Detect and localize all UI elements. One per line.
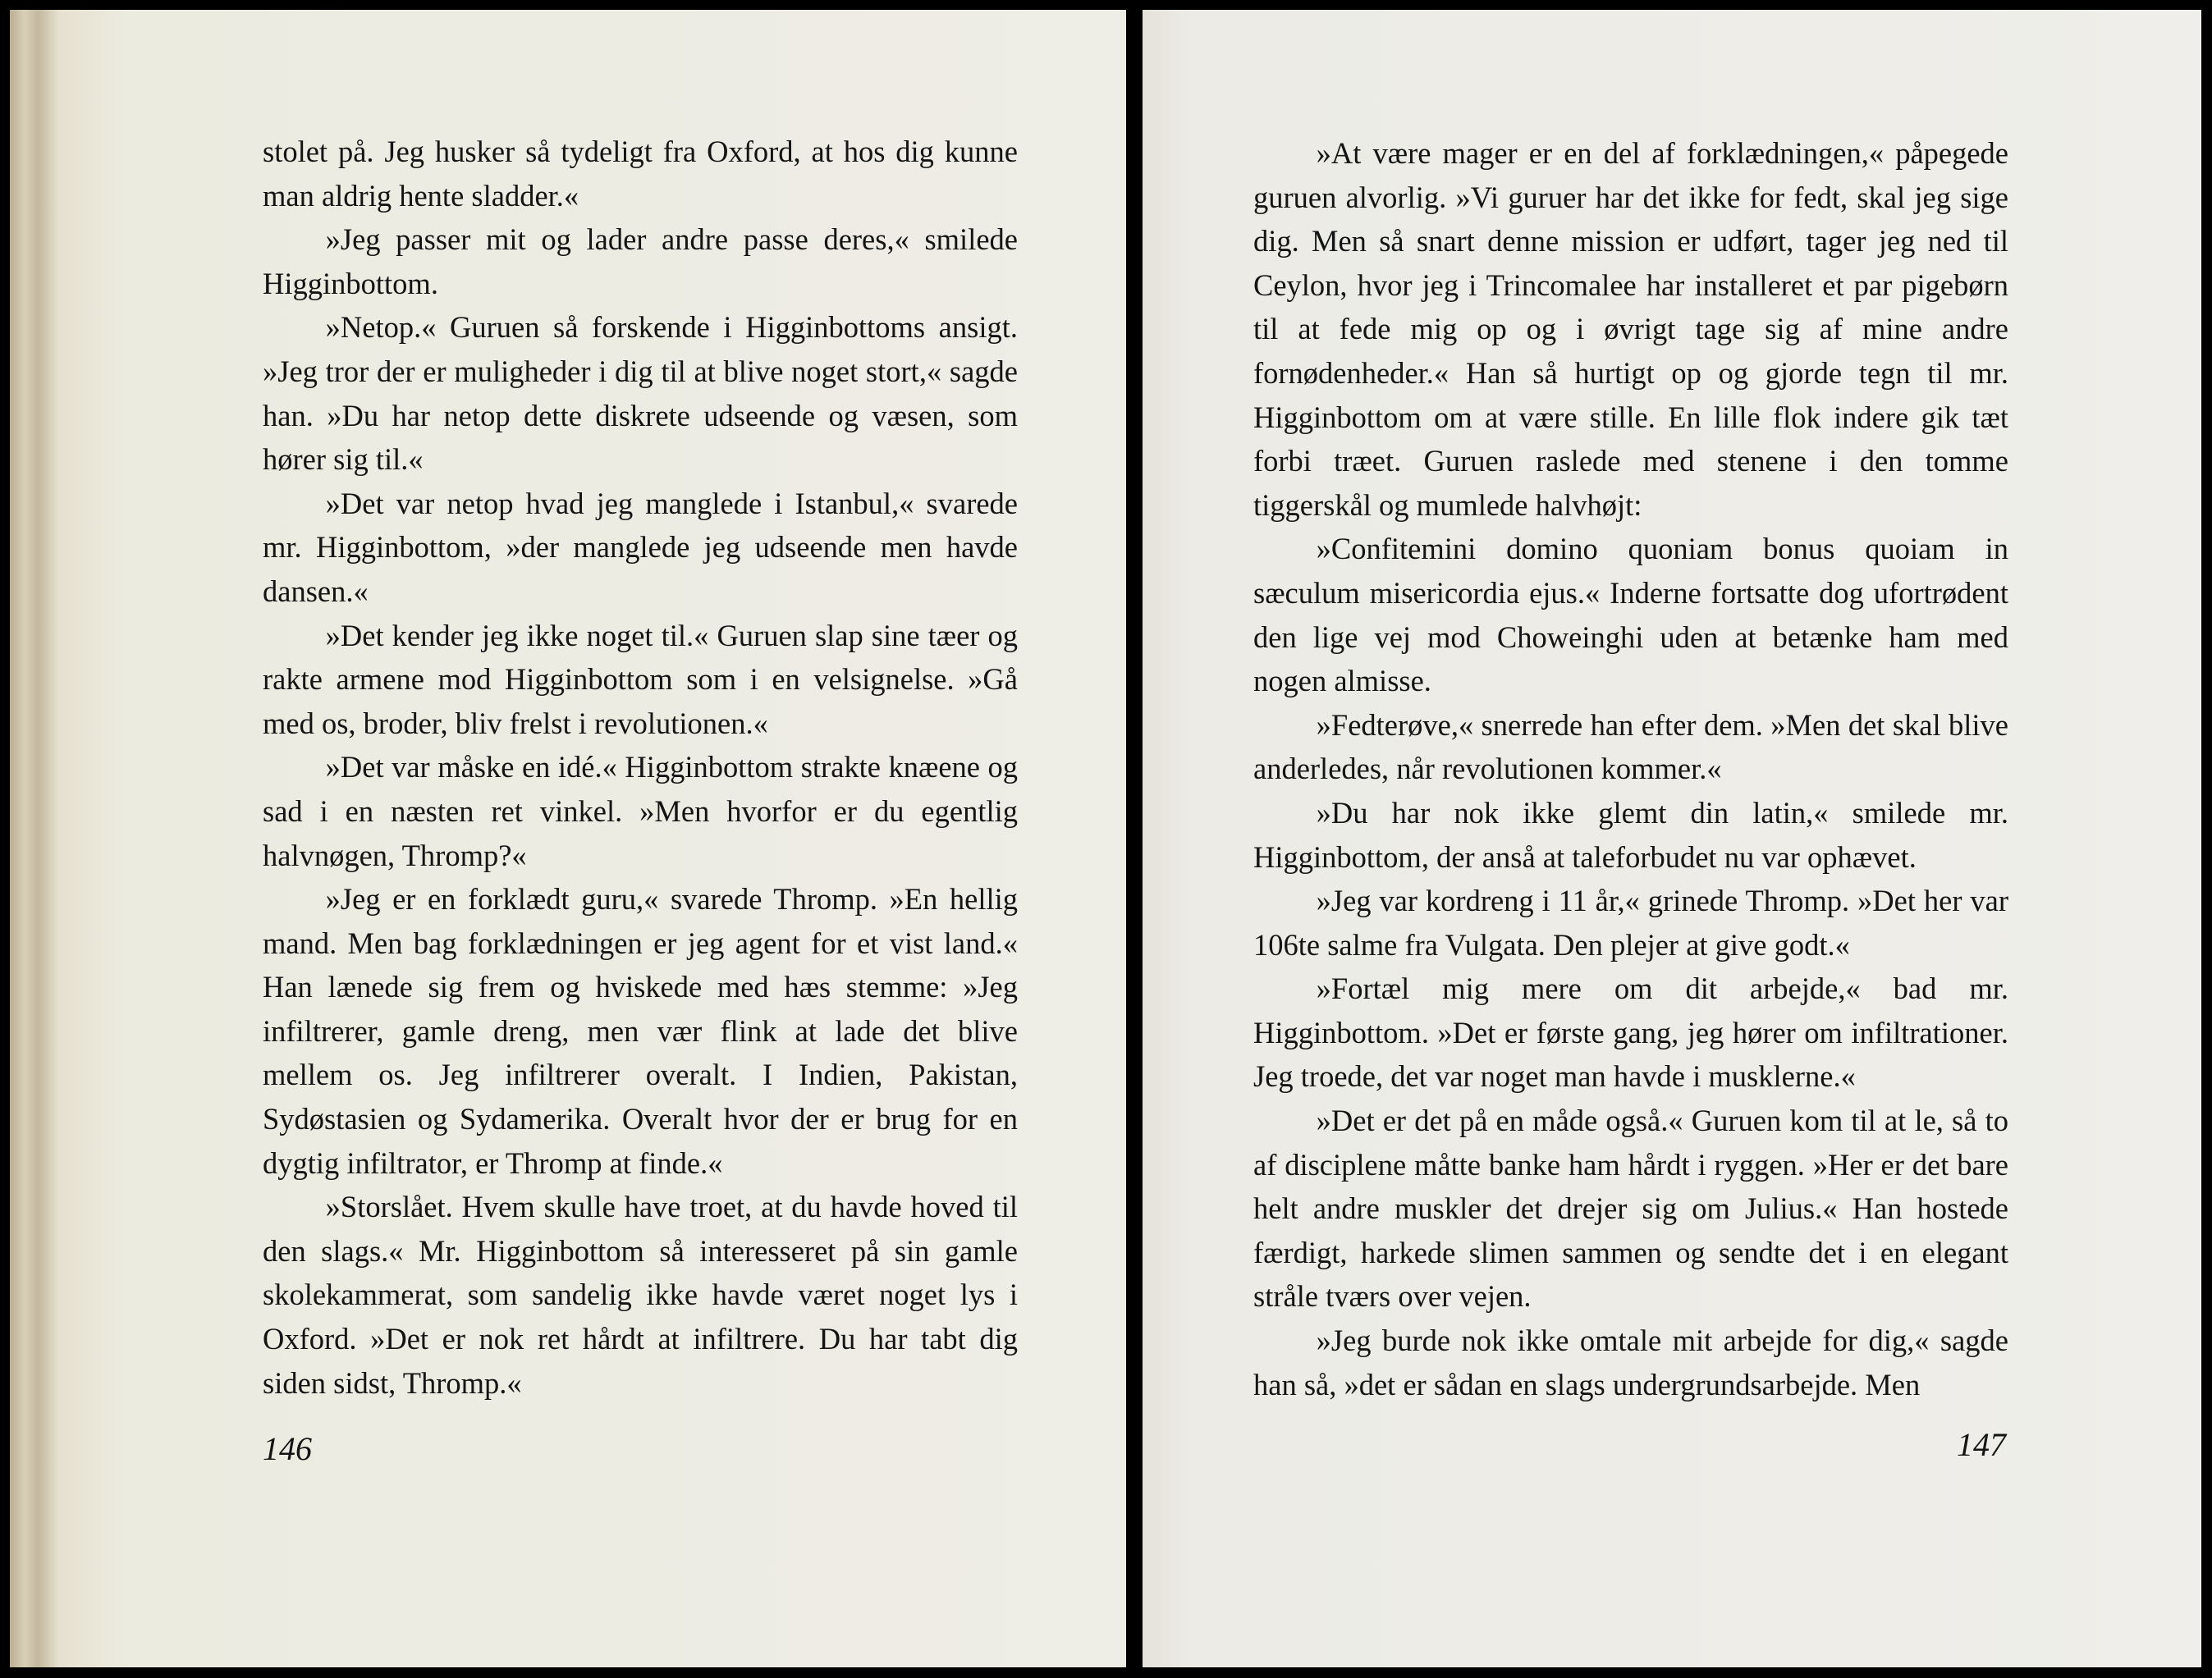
paragraph: »Jeg er en forklædt guru,« svarede Thromp. »En hellig mand. Men bag forklædningen er jeg agent for et vist land.« Han lænede sig frem og hviskede med hæs stemme: »Jeg infiltrerer, gamle dreng, men vær flink at lade det blive mellem os. Jeg infiltrerer overalt. I Indien, Pakistan, Sydøstasien og Sydamerika. Overalt hvor der er brug for en dygtig infiltrator, er Thromp at finde.« — [263, 882, 1018, 1180]
paragraph: »At være mager er en del af forklædningen,« påpegede guruen alvorlig. »Vi guruer har det ikke for fedt, skal jeg sige dig. Men så snart denne mission er udført, tager jeg ned til Ceylon, hvor jeg i Trincomalee har installeret et par pigebørn til at fede mig op og i øvrigt tage sig af mine andre fornødenheder.« Han så hurtigt op og gjorde tegn til mr. Higginbottom om at være stille. En lille flok indere gik tæt forbi træet. Guruen raslede med stenene i den tomme tiggerskål og mumlede halvhøjt: — [1253, 136, 2008, 522]
paragraph: »Det var netop hvad jeg manglede i Istanbul,« svarede mr. Higginbottom, »der manglede jeg udseende men havde dansen.« — [263, 486, 1018, 608]
paragraph: »Jeg burde nok ikke omtale mit arbejde for dig,« sagde han så, »det er sådan en slags undergrundsarbejde. Men — [1253, 1324, 2008, 1401]
paragraph: »Fedterøve,« snerrede han efter dem. »Men det skal blive anderledes, når revolutionen kommer.« — [1253, 707, 2008, 786]
page-number-right: 147 — [1957, 1426, 2006, 1463]
page-number-left: 146 — [263, 1430, 312, 1467]
right-page — [1143, 10, 2201, 1667]
paragraph: »Jeg var kordreng i 11 år,« grinede Thromp. »Det her var 106te salme fra Vulgata. Den plejer at give godt.« — [1253, 884, 2008, 962]
right-page-text — [1253, 131, 2008, 1406]
paragraph: »Storslået. Hvem skulle have troet, at du havde hoved til den slags.« Mr. Higginbottom så interesseret på sin gamle skolekammerat, som sandelig ikke havde været noget lys i Oxford. »Det er nok ret hårdt at infiltrere. Du har tabt dig siden sidst, Thromp.« — [263, 1190, 1018, 1400]
left-page — [10, 10, 1126, 1667]
paragraph: »Det kender jeg ikke noget til.« Guruen slap sine tæer og rakte armene mod Higginbottom som i en velsignelse. »Gå med os, broder, bliv frelst i revolutionen.« — [263, 618, 1018, 740]
paragraph: »Det var måske en idé.« Higginbottom strakte knæene og sad i en næsten ret vinkel. »Men hvorfor er du egentlig halvnøgen, Thromp?« — [263, 750, 1018, 872]
paragraph: stolet på. Jeg husker så tydeligt fra Oxford, at hos dig kunne man aldrig hente sladder.« — [263, 135, 1018, 213]
left-page-text — [263, 130, 1018, 1405]
paragraph: »Fortæl mig mere om dit arbejde,« bad mr. Higginbottom. »Det er første gang, jeg hører om infiltrationer. Jeg troede, det var noget man havde i musklerne.« — [1253, 972, 2008, 1094]
paragraph: »Du har nok ikke glemt din latin,« smilede mr. Higginbottom, der anså at taleforbudet nu var ophævet. — [1253, 795, 2008, 874]
paragraph: »Jeg passer mit og lader andre passe deres,« smilede Higginbottom. — [263, 222, 1018, 300]
paragraph: »Det er det på en måde også.« Guruen kom til at le, så to af disciplene måtte banke ham hårdt i ryggen. »Her er det bare helt andre muskler det drejer sig om Julius.« Han hostede færdigt, harkede slimen sammen og sendte det i en elegant stråle tværs over vejen. — [1253, 1104, 2008, 1314]
paragraph: »Netop.« Guruen så forskende i Higginbottoms ansigt. »Jeg tror der er muligheder i dig til at blive noget stort,« sagde han. »Du har netop dette diskrete udseende og væsen, som hører sig til.« — [263, 310, 1018, 477]
paragraph: »Confitemini domino quoniam bonus quoiam in sæculum misericordia ejus.« Inderne fortsatte dog ufortrødent den lige vej mod Choweinghi uden at betænke ham med nogen almisse. — [1253, 532, 2008, 698]
